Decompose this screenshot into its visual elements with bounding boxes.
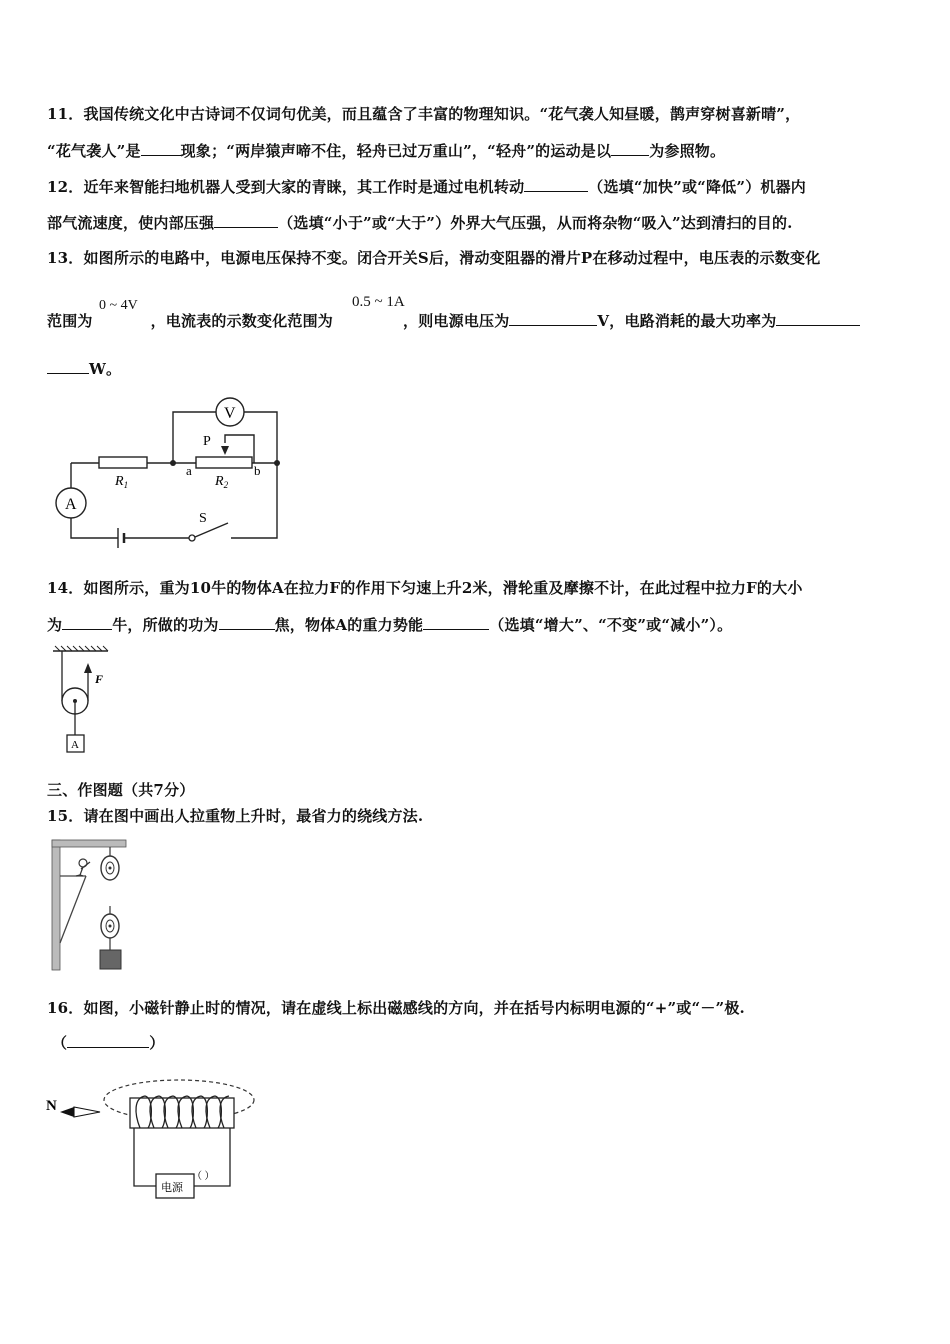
q13-blank-1[interactable]	[509, 310, 597, 326]
junction-left	[170, 460, 176, 466]
r2-label: $R_2$	[215, 474, 229, 490]
q11-text-a: “花气袭人”是	[47, 142, 141, 160]
q14-blank-2[interactable]	[219, 614, 275, 630]
force-arrow-icon	[84, 663, 92, 673]
q13-text-c: ，则电源电压为	[403, 312, 510, 330]
q12-line2	[47, 212, 793, 233]
ammeter-label: A	[65, 496, 77, 513]
pulley-system-figure	[50, 838, 130, 973]
q13-blank-3[interactable]	[47, 358, 89, 374]
q13-line2	[47, 310, 860, 331]
switch-pivot	[189, 535, 195, 541]
wall	[52, 840, 60, 970]
resistor-r1	[99, 457, 147, 468]
needle-south-icon	[74, 1107, 100, 1117]
q16-text-b: ）	[149, 1034, 165, 1052]
rheostat-r2	[196, 457, 252, 468]
q14-text-b: 牛，所做的功为	[112, 616, 219, 634]
solenoid-core	[130, 1098, 234, 1128]
q14-blank-3[interactable]	[423, 614, 489, 630]
block-label: A	[71, 739, 79, 751]
q14-text-c: 焦，物体A的重力势能	[274, 616, 424, 634]
solenoid-figure	[44, 1068, 264, 1208]
q13-current-range: 0.5 ~ 1A	[352, 294, 405, 310]
q12-text-d: （选填“小于”或“大于”）外界大气压强，从而将杂物“吸入”达到清扫的目的.	[278, 214, 793, 232]
needle-north-icon	[60, 1107, 74, 1117]
q11-blank-2[interactable]	[611, 140, 649, 156]
q11-blank-1[interactable]	[141, 140, 181, 156]
q13-line3	[47, 358, 121, 379]
junction-right	[274, 460, 280, 466]
q11-line1: 11．我国传统文化中古诗词不仅词句优美，而且蕴含了丰富的物理知识。“花气袭人知昼暖，鹊声穿树喜新晴”，	[47, 105, 801, 123]
q13-text-e: W。	[89, 360, 122, 378]
q13-line1: 13．如图所示的电路中，电源电压保持不变。闭合开关S后，滑动变阻器的滑片P在移动过程中，电压表的示数变化	[47, 249, 821, 267]
q12-text-c: 部气流速度，使内部压强	[47, 214, 215, 232]
q13-text-a: 范围为	[47, 312, 93, 330]
q12-blank-1[interactable]	[524, 176, 588, 192]
q14-text-d: （选填“增大”、“不变”或“减小”）。	[489, 616, 733, 634]
r1-label: $R_1$	[115, 474, 129, 490]
north-label: N	[46, 1098, 57, 1114]
circuit-diagram	[44, 395, 289, 550]
q14-blank-1[interactable]	[62, 614, 112, 630]
force-label: F	[95, 672, 104, 686]
q16-line1: 16．如图，小磁针静止时的情况，请在虚线上标出磁感线的方向，并在括号内标明电源的“+”或“－”极.	[47, 999, 745, 1017]
voltmeter-label: V	[224, 405, 236, 422]
point-a-label: a	[186, 463, 192, 478]
q12-text-a: 12．近年来智能扫地机器人受到大家的青睐，其工作时是通过电机转动	[47, 178, 525, 196]
weight-block	[100, 950, 121, 969]
q14-line2	[47, 614, 732, 635]
q13-text-d: V，电路消耗的最大功率为	[597, 312, 777, 330]
slider-label: P	[203, 434, 211, 449]
power-source-label: 电源	[161, 1182, 183, 1194]
point-b-label: b	[254, 463, 261, 478]
q12-blank-2[interactable]	[214, 212, 278, 228]
q13-text-b: ，电流表的示数变化范围为	[150, 312, 334, 330]
q12-line1	[47, 176, 806, 197]
section-title: 三、作图题（共7分）	[47, 781, 195, 799]
q13-voltage-range: 0 ~ 4V	[99, 298, 138, 313]
switch-label: S	[199, 511, 207, 526]
q15-text: 15．请在图中画出人拉重物上升时，最省力的绕线方法.	[47, 807, 424, 825]
source-bracket[interactable]: （ ）	[192, 1171, 215, 1182]
ceiling-beam	[52, 840, 126, 847]
slider-arrow-icon	[221, 446, 229, 455]
q11-line2	[47, 140, 725, 161]
q11-text-b: 现象；“两岸猿声啼不住，轻舟已过万重山”，“轻舟”的运动是以	[180, 142, 612, 160]
q13-blank-2[interactable]	[776, 310, 860, 326]
q11-text-c: 为参照物。	[649, 142, 726, 160]
q16-line2	[52, 1032, 164, 1053]
q14-text-a: 为	[47, 616, 63, 634]
movable-pulley-figure	[50, 645, 120, 760]
q14-line1: 14．如图所示，重为10牛的物体A在拉力F的作用下匀速上升2米，滑轮重及摩擦不计，在此过程中拉力F的大小	[47, 579, 803, 597]
q12-text-b: （选填“加快”或“降低”）机器内	[588, 178, 806, 196]
q16-text-a: （	[52, 1034, 68, 1052]
q16-blank-1[interactable]	[67, 1032, 149, 1048]
